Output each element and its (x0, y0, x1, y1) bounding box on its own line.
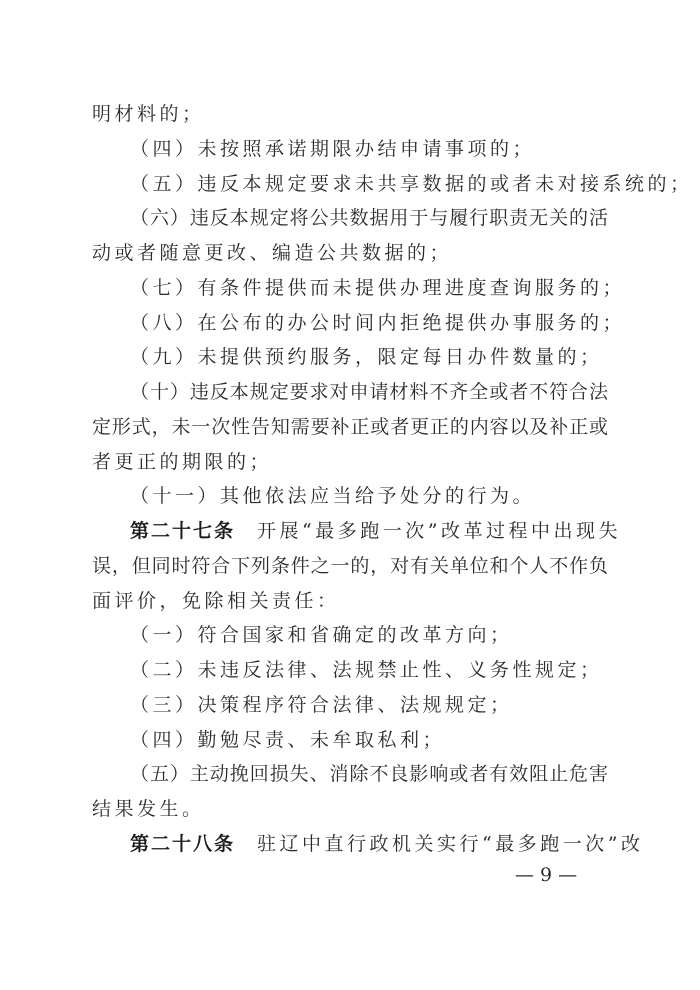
text-line: （七）有条件提供而未提供办理进度查询服务的； (130, 276, 626, 299)
page-number: — 9 — (515, 864, 578, 886)
text-line: 者更正的期限的； (92, 450, 273, 473)
text-line: （三）决策程序符合法律、法规规定； (130, 693, 513, 716)
text-line: （五）主动挽回损失、消除不良影响或者有效阻止危害 (130, 763, 608, 786)
text-line: （八）在公布的办公时间内拒绝提供办事服务的； (130, 311, 626, 334)
text-line: （十）违反本规定要求对申请材料不齐全或者不符合法 (130, 381, 608, 404)
text-line: （十一）其他依法应当给予处分的行为。 (130, 485, 536, 508)
text-line: 误，但同时符合下列条件之一的，对有关单位和个人不作负 (92, 554, 608, 577)
article-heading: 第二十七条 (130, 520, 236, 543)
text-line: 明材料的； (92, 103, 205, 125)
article-heading: 第二十八条 (130, 833, 236, 855)
text-line: 动或者随意更改、编造公共数据的； (92, 242, 453, 265)
article-28-line (130, 830, 644, 858)
text-line: 驻辽中直行政机关实行“最多跑一次”改 (257, 833, 644, 855)
text-line: 面评价，免除相关责任： (92, 589, 340, 612)
text-line: （四）勤勉尽责、未牟取私利； (130, 728, 446, 751)
text-line: 定形式，未一次性告知需要补正或者更正的内容以及补正或 (92, 415, 608, 438)
article-27-line (130, 517, 621, 545)
text-line: （一）符合国家和省确定的改革方向； (130, 624, 513, 647)
text-line: （九）未提供预约服务，限定每日办件数量的； (130, 346, 603, 369)
text-line: 开展“最多跑一次”改革过程中出现失 (257, 520, 621, 543)
text-line: （四）未按照承诺期限办结申请事项的； (130, 137, 536, 160)
text-line: （五）违反本规定要求未共享数据的或者未对接系统的； (130, 172, 693, 195)
text-line: 结果发生。 (92, 798, 205, 821)
text-line: （六）违反本规定将公共数据用于与履行职责无关的活 (130, 207, 608, 230)
text-line: （二）未违反法律、法规禁止性、义务性规定； (130, 659, 603, 682)
